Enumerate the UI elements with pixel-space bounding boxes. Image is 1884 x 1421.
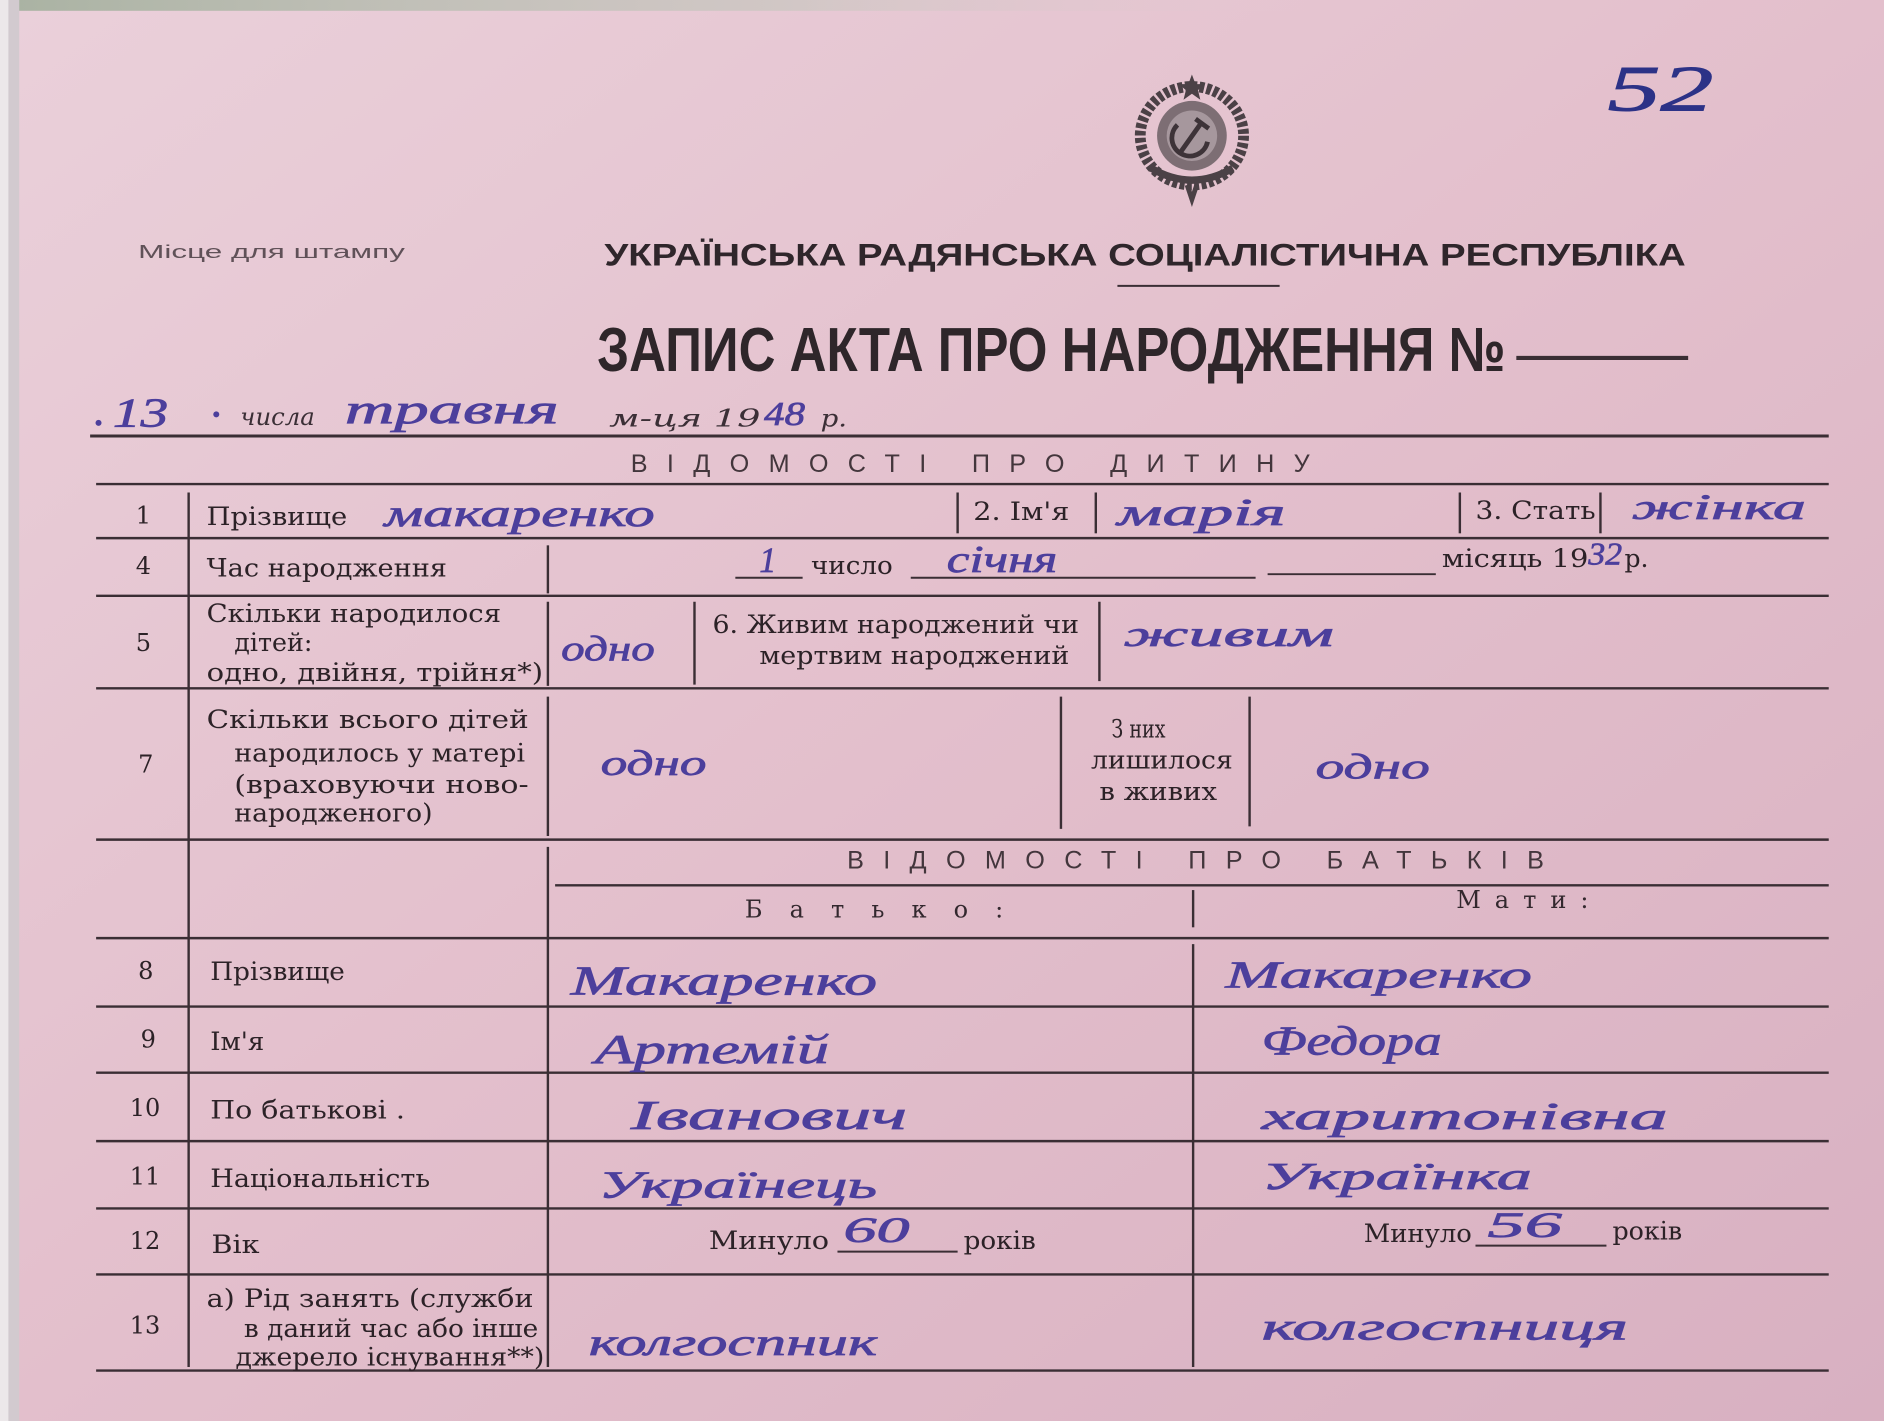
birth-day-label: число	[811, 551, 893, 581]
occupation-label-line: джерело існування**)	[235, 1342, 545, 1372]
republic-title: УКРАЇНСЬКА РАДЯНСЬКА СОЦІАЛІСТИЧНА РЕСПУБЛІКА	[604, 237, 1686, 273]
total-children-label-line: Скільки всього дітей	[206, 704, 529, 734]
birth-year-unit: р.	[1624, 543, 1649, 573]
top-paper-edge	[0, 0, 1322, 11]
document-title: ЗАПИС АКТА ПРО НАРОДЖЕННЯ №	[597, 315, 1506, 386]
total-children-label-line: народженого)	[234, 798, 433, 828]
parent-name-label: Ім'я	[210, 1026, 265, 1056]
row-number: 8	[138, 956, 154, 985]
father-age-prefix: Минуло	[708, 1226, 830, 1256]
father-surname-value: Макаренко	[569, 958, 878, 1004]
mother-nationality-value: Українка	[1261, 1156, 1532, 1199]
parent-surname-label: Прізвище	[210, 957, 345, 987]
father-name-value: Артемій	[590, 1027, 830, 1073]
father-nationality-value: Українець	[598, 1164, 878, 1207]
row-number: 4	[135, 552, 152, 581]
row-number: 10	[129, 1093, 161, 1122]
mother-surname-value: Макаренко	[1223, 954, 1532, 997]
record-month-label: м-ця 19	[609, 404, 761, 433]
father-age-suffix: років	[963, 1226, 1036, 1256]
parents-section-heading: ВІДОМОСТІ ПРО БАТЬКІВ	[847, 846, 1544, 875]
row-number: 9	[140, 1025, 156, 1054]
dot-mark	[96, 420, 102, 426]
birth-time-label: Час народження	[206, 553, 447, 583]
children-count-value: одно	[561, 628, 655, 669]
page-number: 52	[1607, 53, 1714, 126]
child-surname-label: Прізвище	[206, 501, 348, 531]
left-paper-edge-highlight	[0, 0, 8, 1421]
birth-month-label: місяць 19	[1441, 543, 1589, 573]
surviving-label-line: З них	[1111, 714, 1166, 744]
row-number: 11	[129, 1162, 161, 1191]
record-year: 48	[764, 396, 806, 434]
mother-age-value: 56	[1487, 1205, 1562, 1246]
mother-column-heading: Мати:	[1456, 886, 1589, 915]
father-age-value: 60	[843, 1210, 910, 1251]
surviving-label-line: лишилося	[1090, 745, 1233, 775]
occupation-label-line: в даний час або інше	[243, 1313, 539, 1343]
children-count-label-line: Скільки народилося	[206, 599, 502, 629]
dot-mark	[213, 411, 219, 417]
record-day-label: числа	[240, 403, 315, 432]
parent-age-label: Вік	[211, 1229, 260, 1259]
alive-label-line: 6. Живим народжений чи	[712, 610, 1079, 640]
occupation-label-line: а) Рід занять (служби	[206, 1283, 534, 1313]
father-patronymic-value: Іванович	[628, 1093, 908, 1139]
child-sex-label: 3. Стать	[1475, 495, 1596, 525]
record-month: травня	[344, 386, 559, 432]
child-name-label: 2. Ім'я	[973, 497, 1070, 527]
row-number: 12	[129, 1227, 161, 1256]
total-children-value: одно	[600, 742, 707, 783]
row-number: 13	[129, 1311, 161, 1340]
mother-age-prefix: Минуло	[1363, 1219, 1472, 1249]
row-number: 1	[135, 501, 152, 530]
alive-label-line: мертвим народжений	[759, 641, 1070, 671]
row-number: 5	[135, 629, 152, 658]
total-children-label-line: (враховуючи ново-	[234, 769, 529, 799]
birth-year-value: 32	[1587, 536, 1623, 572]
child-name-value: марія	[1113, 491, 1286, 534]
mother-occupation-value: колгоспниця	[1261, 1306, 1629, 1349]
children-count-label-line: одно, двійня, трійня*)	[206, 658, 544, 688]
stamp-placeholder-label: Місце для штампу	[138, 242, 405, 263]
child-section-heading: ВІДОМОСТІ ПРО ДИТИНУ	[630, 450, 1310, 479]
surviving-value: одно	[1315, 746, 1430, 787]
mother-name-value: Федора	[1261, 1018, 1442, 1064]
children-count-label-line: дітей:	[234, 628, 313, 658]
child-surname-value: макаренко	[381, 493, 655, 536]
parent-nationality-label: Національність	[210, 1163, 431, 1193]
father-occupation-value: колгоспник	[588, 1321, 879, 1364]
total-children-label-line: народилось у матері	[234, 738, 526, 768]
mother-age-suffix: років	[1612, 1216, 1683, 1246]
birth-day-value: 1	[759, 539, 777, 580]
parent-patronymic-label: По батькові .	[210, 1095, 405, 1125]
surviving-label-line: в живих	[1099, 776, 1218, 806]
row-number: 7	[138, 750, 154, 779]
record-day: 13	[112, 390, 169, 436]
child-sex-value: жінка	[1631, 486, 1806, 527]
birth-month-value: січня	[946, 538, 1058, 581]
record-year-unit: р.	[820, 404, 848, 433]
alive-value: живим	[1123, 614, 1334, 655]
father-column-heading: Батько:	[744, 895, 1004, 924]
mother-patronymic-value: харитонівна	[1259, 1096, 1668, 1139]
